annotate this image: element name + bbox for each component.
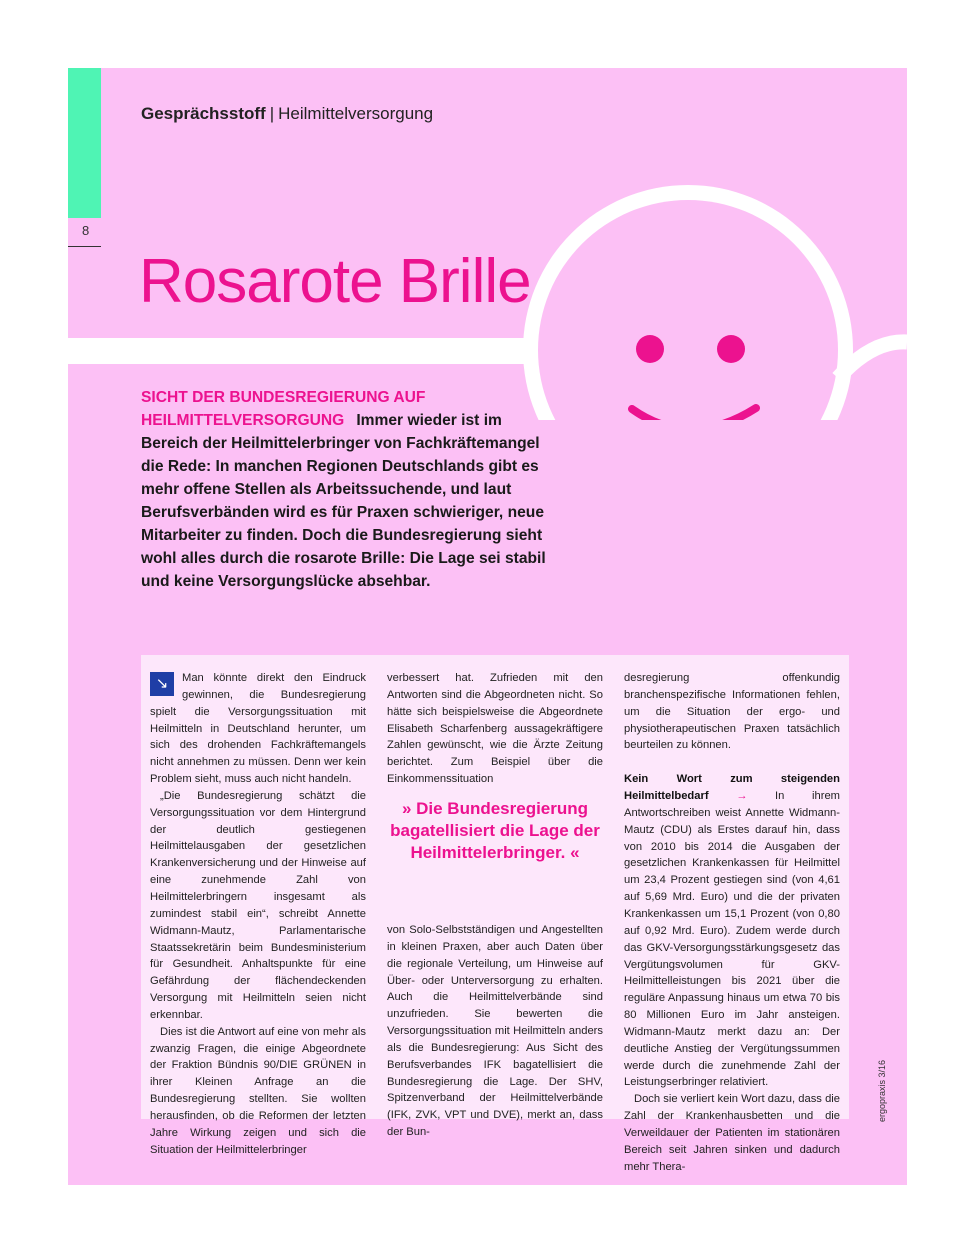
paragraph: desregierung offenkundig branchenspezifische Informationen fehlen, um die Situation der ergo- und physiotherapeutischen Praxen tatsächlich beurteilen zu können. — [624, 672, 840, 752]
arrow-down-right-icon: ↘ — [150, 672, 174, 696]
rubric-topic: Heilmittelversorgung — [278, 104, 434, 123]
smiley-right-eye — [717, 335, 745, 363]
arrow-right-icon: → — [736, 790, 748, 803]
lead-paragraph — [141, 386, 551, 593]
white-divider-strip — [68, 338, 538, 364]
page-number-rule — [68, 246, 101, 247]
article-column-2-top — [387, 670, 603, 788]
paragraph-text: In ihrem Antwortschreiben weist Annette Widmann-Mautz (CDU) als Erstes darauf hin, dass von 2010 bis 2014 die Ausgaben der gesetzlichen Krankenkassen für Heilmittel um 23,4 Prozent gestiegen sind (von 4,61 auf 5,69 Mrd. Euro) und die der privaten Krankenkassen um 15,1 Prozent (von 0,80 auf 0,92 Mrd. Euro). Zudem werde durch das GKV-Versorgungsstärkungsgesetz das Vergütungsvolumen für GKV-Heilmittelleistungen bis 2021 über die reguläre Anpassung hinaus um etwa 70 bis 80 Millionen Euro im Jahr ansteigen. Widmann-Mautz merkt dazu an: Der deutliche Anstieg der Vergütungssummen werde durch die zunehmende Zahl der Leistungserbringer relativiert. — [624, 790, 841, 1089]
paragraph — [624, 771, 840, 1091]
page-title: Rosarote Brille — [139, 247, 531, 316]
article-column-2-bottom — [387, 922, 603, 1141]
rubric — [141, 104, 433, 124]
paragraph: von Solo-Selbstständigen und Angestellten in kleinen Praxen, aber auch Daten über die regionale Verteilung, um Hinweise auf Über- oder Unterversorgung zu erhalten. Auch die Heilmittelverbände sind unzufrieden. Sie bewerten die Versorgungssituation mit Heilmitteln anders als die Bundesregierung: Aus Sicht des Berufsverbandes IFK bagatellisiert die Bundesregierung die Lage. Der SHV, Spitzenverband der Heilmittelverbände (IFK, ZVK, VPT und DVE), merkt an, dass der Bun- — [387, 924, 603, 1139]
paragraph — [150, 670, 366, 788]
paragraph: verbessert hat. Zufrieden mit den Antworten sind die Abgeordneten nicht. So hätte sich beispielsweise die Abgeordnete Elisabeth Scharfenberg aussagekräftigere Zahlen gewünscht, wie die Ärzte Zeitung berichtet. Zum Beispiel über die Einkommenssituation — [387, 672, 603, 786]
paragraph: Doch sie verliert kein Wort dazu, dass die Zahl der Krankenhausbetten und die Verweildauer der Patienten im stationären Bereich seit Jahren sinken und dadurch mehr Thera- — [624, 1093, 840, 1173]
section-color-bar — [68, 68, 101, 218]
rubric-category: Gesprächsstoff — [141, 104, 266, 123]
paragraph-text: Man könnte direkt den Eindruck gewinnen, die Bundesregierung spielt die Versorgungssituation mit Heilmitteln in Deutschland herunter, um sich des drohenden Fachkräftemangels nicht annehmen zu müssen. Denn wer kein Problem sieht, muss auch nicht handeln. — [150, 672, 366, 786]
journal-credit: ergopraxis 3/16 — [877, 1059, 887, 1122]
lead-kicker: SICHT DER BUNDESREGIERUNG AUF HEILMITTELVERSORGUNG — [141, 389, 426, 429]
paragraph: Dies ist die Antwort auf eine von mehr als zwanzig Fragen, die einige Abgeordnete der Fraktion Bündnis 90/DIE GRÜNEN in ihrer Kleinen Anfrage an die Bundesregierung stellten. Sie wollten herausfinden, ob die Reformen der letzten Jahre Wirkung zeigen und sich die Situation der Heilmittelerbringer — [150, 1025, 366, 1156]
paragraph: „Die Bundesregierung schätzt die Versorgungssituation vor dem Hintergrund der deutlich gestiegenen Heilmittelausgaben der gesetzlichen Krankenversicherung und der Hinweise auf eine zunehmende Zahl von Heilmittelerbringern insgesamt als zumindest stabil ein“, schreibt Annette Widmann-Mautz, Parlamentarische Staatssekretärin beim Bundesministerium für Gesundheit. Anhaltspunkte für eine Gefährdung der flächendeckenden Versorgung mit Heilmitteln seien nicht erkennbar. — [150, 789, 366, 1021]
pull-quote: » Die Bundesregierung bagatellisiert die Lage der Heilmittelerbringer. « — [390, 799, 600, 862]
page-number: 8 — [82, 223, 90, 238]
subheading: Kein Wort zum steigenden Heilmittelbedarf — [624, 773, 840, 803]
rubric-separator: | — [269, 104, 275, 123]
smiley-left-eye — [636, 335, 664, 363]
article-column-1 — [150, 670, 366, 1158]
article-column-3 — [624, 670, 840, 1175]
lead-text: Immer wieder ist im Bereich der Heilmittelerbringer von Fachkräftemangel die Rede: In manchen Regionen Deutschlands gibt es mehr offene Stellen als Arbeitssuchende, und laut Berufsverbänden wird es für Praxen schwieriger, neue Mitarbeiter zu finden. Doch die Bundesregierung sieht wohl alles durch die rosarote Brille: Die Lage sei stabil und keine Versorgungslücke absehbar. — [141, 412, 546, 590]
smiley-icon — [520, 180, 975, 420]
